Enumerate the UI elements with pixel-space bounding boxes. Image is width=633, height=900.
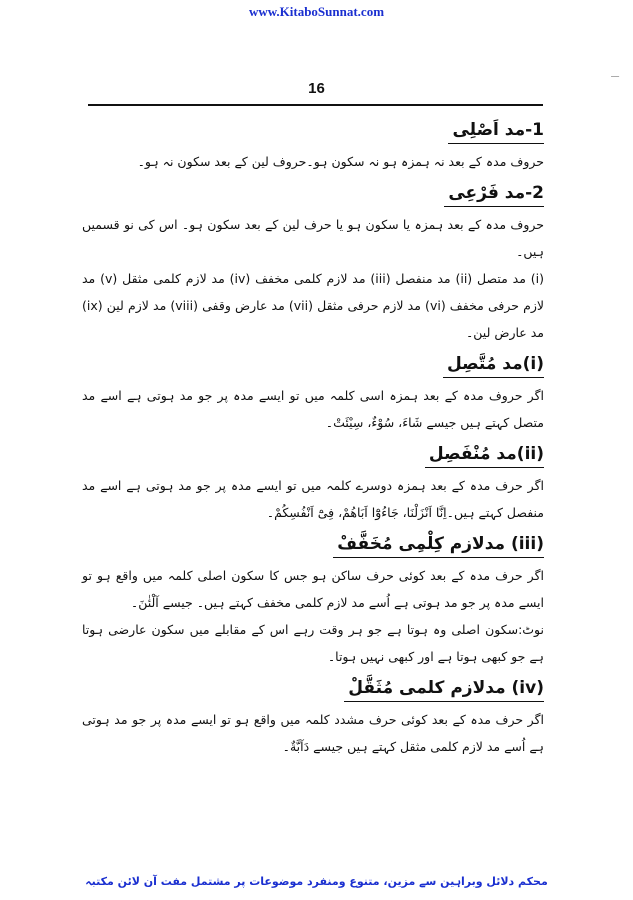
section-heading-fari: 2-مد فَرْعِی <box>82 181 544 207</box>
corner-mark: ـــ <box>611 70 619 80</box>
paragraph: اگر حرف مدہ کے بعد کوئی حرف ساکن ہو جس کا سکون اصلی کلمہ میں واقع ہو تو ایسے مدہ پر جو مد ہوتی ہے اُسے مد لازم کلمی مخفف کہتے ہیں۔ جیسے آلْئٰنَ۔ <box>82 568 544 610</box>
footer-tagline: محکم دلائل وبراہین سے مزین، متنوع ومنفرد موضوعات پر مشتمل مفت آن لائن مکتبہ <box>85 875 548 888</box>
section-heading-munfasil: (ii)مد مُنْفَصِل <box>82 442 544 468</box>
section-heading-muttasil: (i)مد مُتَّصِل <box>82 352 544 378</box>
section-heading-lazim-kalmi-mukhaffaf: (iii) مدلازم كِلْمِی مُخَفَّفْ <box>82 532 544 558</box>
paragraph: حروف مدہ کے بعد نہ ہمزہ ہو نہ سکون ہو۔حروف لین کے بعد سکون نہ ہو۔ <box>137 154 544 169</box>
section-heading-lazim-kalmi-muthaqqal: (iv) مدلازم كلمی مُثَقَّلْ <box>82 676 544 702</box>
header-rule <box>88 104 543 106</box>
note-paragraph: نوٹ:سکون اصلی وہ ہوتا ہے جو ہر وقت رہے اس کے مقابلے میں سکون عارضی ہوتا ہے جو کبھی ہوتا ہے اور کبھی نہیں ہوتا۔ <box>82 622 544 664</box>
paragraph: حروف مدہ کے بعد ہمزہ یا سکون ہو یا حرف لین کے بعد سکون ہو۔ اس کی نو قسمیں ہیں۔ <box>82 217 544 259</box>
paragraph: اگر حرف مدہ کے بعد کوئی حرف مشدد کلمہ میں واقع ہو تو ایسے مدہ پر جو مد ہوتی ہے اُسے مد لازم کلمی مثقل کہتے ہیں جیسے دَآبَّةٌ۔ <box>82 712 544 754</box>
paragraph: اگر حروف مدہ کے بعد ہمزہ اسی کلمہ میں تو ایسے مدہ پر جو مد ہوتی ہے اسے مد متصل کہتے ہیں جیسے شَاءَ، سُوْءٌ، سِیْئَتْ۔ <box>82 388 544 430</box>
paragraph-list-types: (i) مد متصل (ii) مد منفصل (iii) مد لازم کلمی مخفف (iv) مد لازم کلمی مثقل (v) مد لازم حرفی مخفف (vi) مد لازم حرفی مثقل (vii) مد عارض وقفی (viii) مد لازم لین (ix) مد عارض لین۔ <box>82 271 545 340</box>
paragraph: اگر حرف مدہ کے بعد ہمزہ دوسرے کلمہ میں تو ایسے مدہ پر جو مد ہوتی ہے اسے مد منفصل کہتے ہیں۔اِنَّا اَنْزَلْنَا، جَاءُوْٓا اَبَاهُمْ، فِیْٓ اَنْفُسِكُمْ۔ <box>82 478 544 520</box>
website-url[interactable]: www.KitaboSunnat.com <box>248 4 385 19</box>
page-content <box>82 112 544 760</box>
page-number: 16 <box>308 80 325 97</box>
section-heading-asli: 1-مد اَصْلِی <box>82 118 544 144</box>
